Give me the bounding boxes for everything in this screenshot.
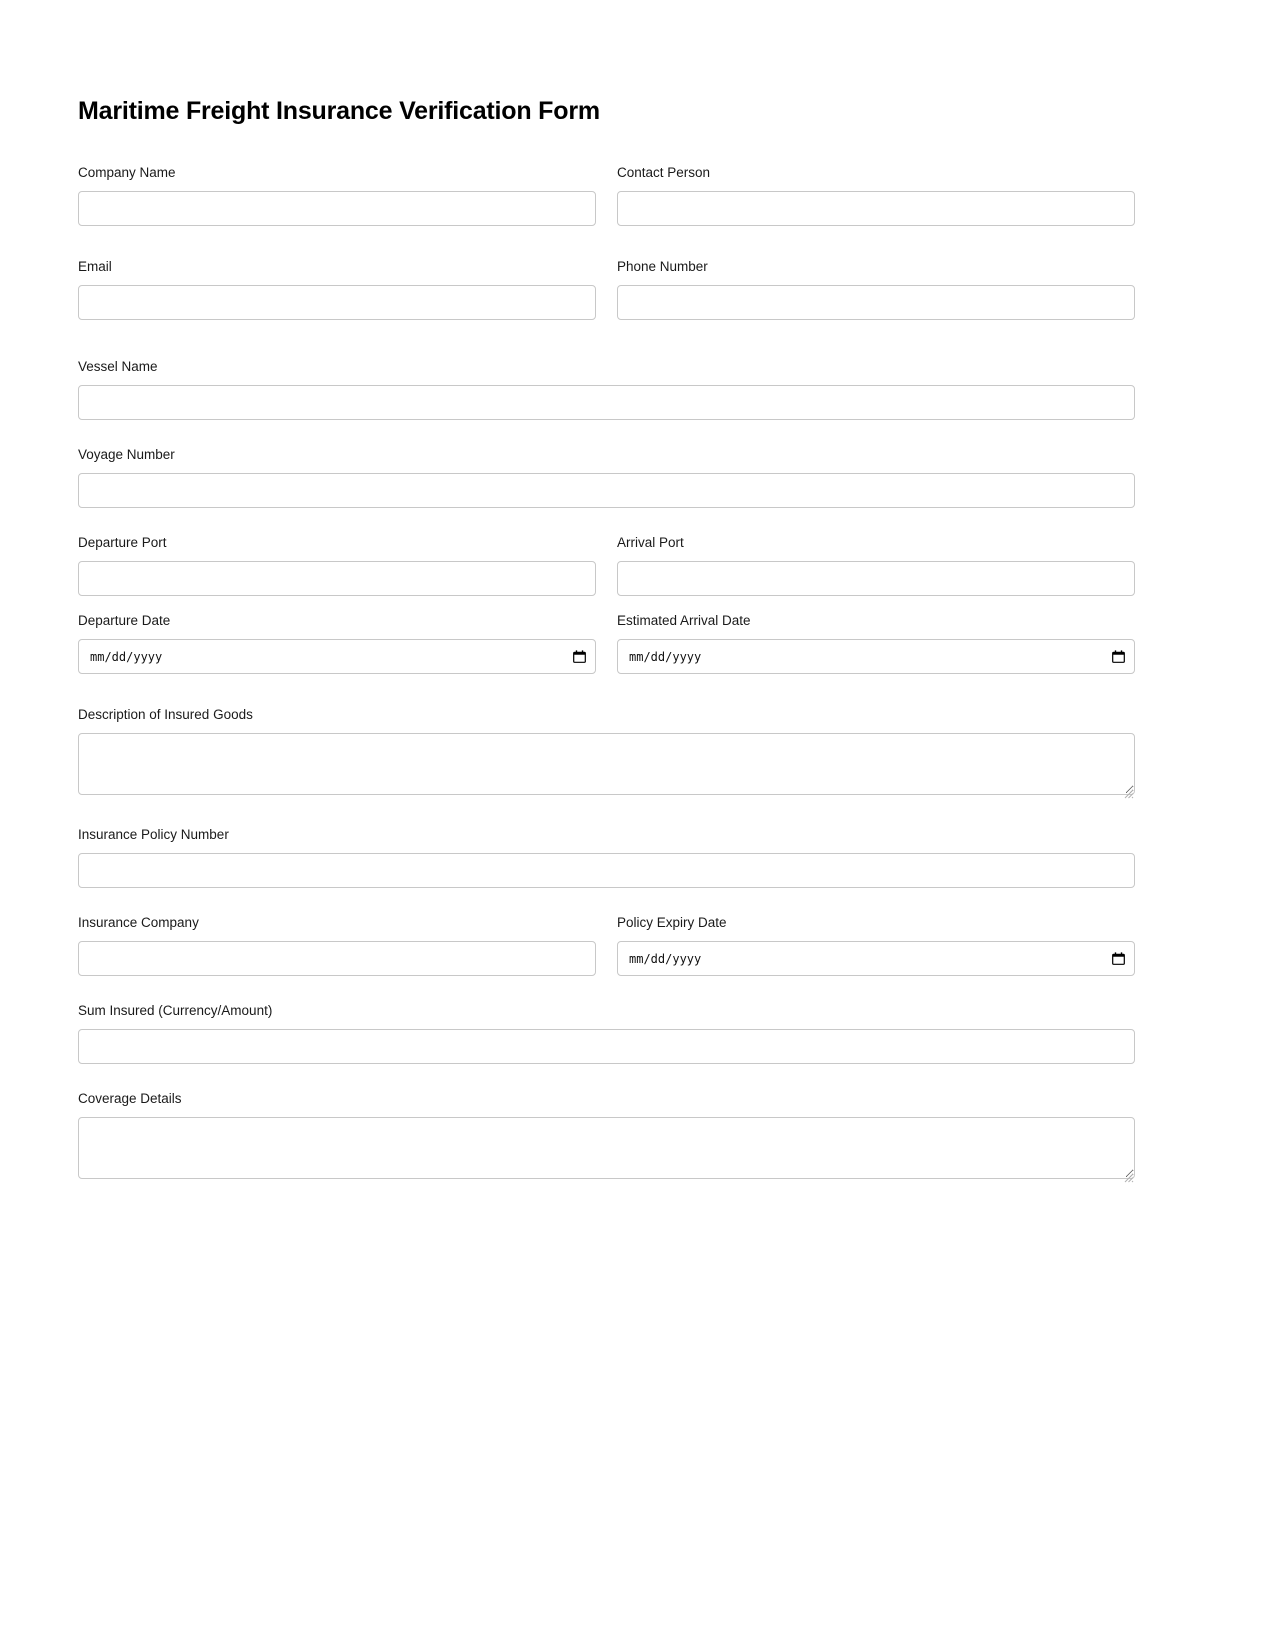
field-insurance-company bbox=[78, 914, 596, 976]
departure-date-placeholder: mm/dd/yyyy bbox=[90, 649, 163, 664]
spacer bbox=[78, 226, 1135, 258]
form-row-vessel-name bbox=[78, 358, 1135, 420]
departure-port-input[interactable] bbox=[78, 561, 596, 596]
form-row-company bbox=[78, 164, 1135, 226]
page-title: Maritime Freight Insurance Verification Form bbox=[78, 97, 600, 125]
spacer bbox=[78, 888, 1135, 914]
label-voyage-number: Voyage Number bbox=[78, 447, 175, 462]
field-vessel-name bbox=[78, 358, 1135, 420]
field-policy-expiry-date bbox=[617, 914, 1135, 976]
policy-expiry-date-input[interactable] bbox=[617, 941, 1135, 976]
form-row-insurer bbox=[78, 914, 1135, 976]
field-estimated-arrival-date bbox=[617, 612, 1135, 674]
field-sum-insured bbox=[78, 1002, 1135, 1064]
label-policy-expiry-date: Policy Expiry Date bbox=[617, 915, 727, 930]
spacer bbox=[78, 508, 1135, 534]
form-row-ports bbox=[78, 534, 1135, 596]
field-company-name bbox=[78, 164, 596, 226]
form-row-dates bbox=[78, 612, 1135, 674]
field-departure-date bbox=[78, 612, 596, 674]
spacer bbox=[78, 320, 1135, 358]
field-phone-number bbox=[617, 258, 1135, 320]
estimated-arrival-date-placeholder: mm/dd/yyyy bbox=[629, 649, 702, 664]
estimated-arrival-date-input[interactable] bbox=[617, 639, 1135, 674]
policy-expiry-date-placeholder: mm/dd/yyyy bbox=[629, 951, 702, 966]
insurance-verification-form bbox=[78, 96, 1135, 1184]
field-insurance-policy-number bbox=[78, 826, 1135, 888]
field-contact-person bbox=[617, 164, 1135, 226]
spacer bbox=[78, 976, 1135, 1002]
voyage-number-input[interactable] bbox=[78, 473, 1135, 508]
arrival-port-input[interactable] bbox=[617, 561, 1135, 596]
insurance-company-input[interactable] bbox=[78, 941, 596, 976]
label-coverage-details: Coverage Details bbox=[78, 1091, 182, 1106]
spacer bbox=[78, 1064, 1135, 1090]
form-row-sum-insured bbox=[78, 1002, 1135, 1064]
field-description-of-insured-goods bbox=[78, 706, 1135, 800]
calendar-icon[interactable] bbox=[1112, 650, 1125, 663]
label-insurance-policy-number: Insurance Policy Number bbox=[78, 827, 229, 842]
form-row-description bbox=[78, 706, 1135, 800]
label-departure-date: Departure Date bbox=[78, 613, 171, 628]
label-estimated-arrival-date: Estimated Arrival Date bbox=[617, 613, 751, 628]
calendar-icon[interactable] bbox=[573, 650, 586, 663]
coverage-details-textarea[interactable] bbox=[78, 1117, 1135, 1179]
field-coverage-details bbox=[78, 1090, 1135, 1184]
label-description-of-insured-goods: Description of Insured Goods bbox=[78, 707, 253, 722]
spacer bbox=[78, 674, 1135, 706]
field-email bbox=[78, 258, 596, 320]
label-email: Email bbox=[78, 259, 112, 274]
form-row-policy-number bbox=[78, 826, 1135, 888]
insurance-policy-number-input[interactable] bbox=[78, 853, 1135, 888]
vessel-name-input[interactable] bbox=[78, 385, 1135, 420]
label-insurance-company: Insurance Company bbox=[78, 915, 199, 930]
label-company-name: Company Name bbox=[78, 165, 176, 180]
field-voyage-number bbox=[78, 446, 1135, 508]
sum-insured-input[interactable] bbox=[78, 1029, 1135, 1064]
label-arrival-port: Arrival Port bbox=[617, 535, 684, 550]
calendar-icon[interactable] bbox=[1112, 952, 1125, 965]
phone-number-input[interactable] bbox=[617, 285, 1135, 320]
label-phone-number: Phone Number bbox=[617, 259, 708, 274]
field-departure-port bbox=[78, 534, 596, 596]
spacer bbox=[78, 420, 1135, 446]
spacer bbox=[78, 596, 1135, 612]
form-row-coverage-details bbox=[78, 1090, 1135, 1184]
departure-date-input[interactable] bbox=[78, 639, 596, 674]
description-of-insured-goods-textarea[interactable] bbox=[78, 733, 1135, 795]
label-sum-insured: Sum Insured (Currency/Amount) bbox=[78, 1003, 273, 1018]
form-row-voyage-number bbox=[78, 446, 1135, 508]
email-input[interactable] bbox=[78, 285, 596, 320]
company-name-input[interactable] bbox=[78, 191, 596, 226]
spacer bbox=[78, 800, 1135, 826]
form-row-contact bbox=[78, 258, 1135, 320]
field-arrival-port bbox=[617, 534, 1135, 596]
label-departure-port: Departure Port bbox=[78, 535, 167, 550]
label-contact-person: Contact Person bbox=[617, 165, 711, 180]
label-vessel-name: Vessel Name bbox=[78, 359, 158, 374]
contact-person-input[interactable] bbox=[617, 191, 1135, 226]
